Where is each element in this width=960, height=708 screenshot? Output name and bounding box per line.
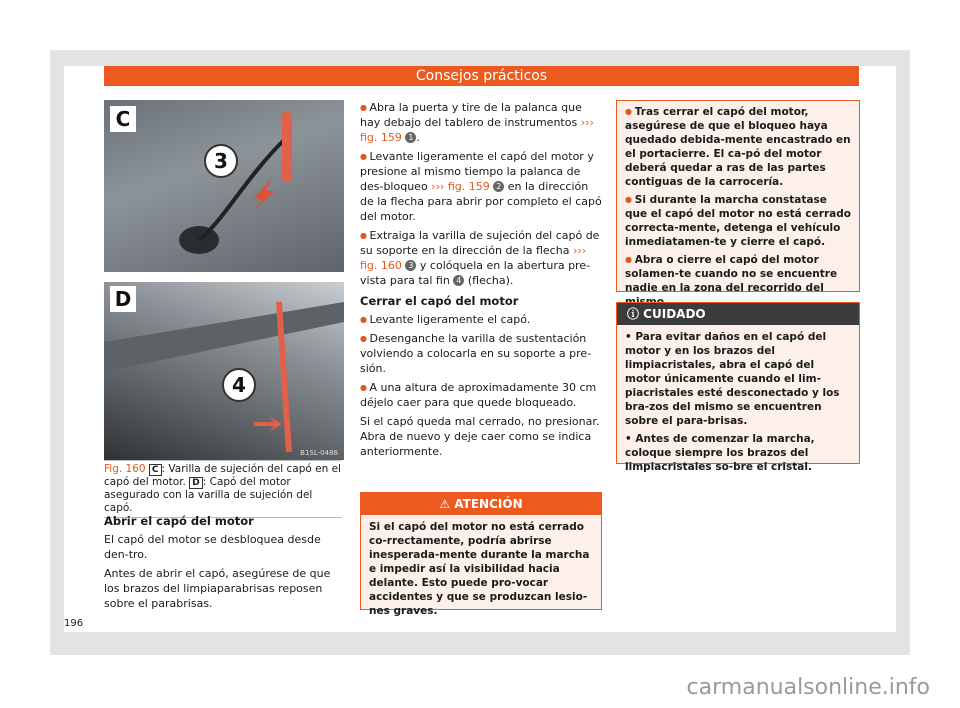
tips-box [616, 100, 860, 292]
list-item: ● Levante ligeramente el capó. [360, 312, 602, 327]
paragraph: El capó del motor se desbloquea desde den-tro. [104, 533, 321, 561]
middle-column-text [360, 100, 602, 463]
list-item: • Para evitar daños en el capó del motor y en los brazos del limpiacristales, abra el capó del motor únicamente cuando el lim-piacristales esté desconectado y los bra-zos del mismo se encuentren sobre el para-brisas. [625, 331, 840, 427]
section-header: Consejos prácticos [104, 66, 859, 86]
caption-text-1: : Varilla de sujeción del capó en el capó del motor. [104, 463, 341, 488]
rod-holder-shape [282, 112, 292, 182]
callout-number: 4 [453, 275, 464, 286]
list-item: ● Si durante la marcha constatase que el capó del motor no está cerrado correcta-mente, detenga el vehículo inmediatamen-te y cierre el capó. [625, 193, 851, 249]
callout-number: 1 [405, 132, 416, 143]
list-item: ● Levante ligeramente el capó del motor y presione al mismo tiempo la palanca de des-bloqueo ››› fig. 159 2 en la dirección de la flecha para abrir por completo el capó del motor. [360, 149, 602, 224]
list-item: ● Abra o cierre el capó del motor solamen-te cuando no se encuentre nadie en la zona del recorrido del [625, 253, 851, 309]
direction-arrow-shape [254, 178, 274, 210]
caption-fig-number: Fig. 160 [104, 463, 146, 475]
list-item: • Antes de comenzar la marcha, coloque siempre los brazos del limpiacristales so-bre el cristal. [625, 433, 815, 473]
figure-link[interactable]: ››› fig. 159 [431, 180, 490, 193]
warning-box [360, 492, 602, 617]
direction-arrow-shape-d [254, 416, 282, 432]
panel-letter-d: D [110, 286, 136, 312]
caution-box [616, 302, 860, 473]
callout-4: 4 [222, 368, 256, 402]
list-item: ● Abra la puerta y tire de la palanca que hay debajo del tablero de instrumentos ››› fig. 159 1 . [360, 100, 602, 145]
panel-separator [104, 272, 344, 282]
panel-letter-c: C [110, 106, 136, 132]
caption-text-2: : Capó del motor asegurado con la varilla de sujeción del capó. [104, 476, 313, 514]
left-column-text [104, 514, 344, 615]
figure-panel-c [104, 100, 344, 272]
figure-code: B1SL-0486 [300, 449, 338, 457]
callout-number: 2 [493, 181, 504, 192]
figure-panel-d [104, 282, 344, 460]
figure-caption [104, 460, 342, 518]
list-item: ● A una altura de aproximadamente 30 cm déjelo caer para que quede bloqueado. [360, 380, 602, 410]
heading-close-hood: Cerrar el capó del motor [360, 294, 519, 308]
watermark: carmanualsonline.info [686, 675, 930, 700]
callout-3: 3 [204, 144, 238, 178]
list-item: ● Extraiga la varilla de sujeción del capó de su soporte en la dirección de la flecha ››› fig. 160 3 y colóquela en la abertura pre-vista para tal fin 4 (flecha). [360, 228, 602, 288]
paragraph: Antes de abrir el capó, asegúrese de que los brazos del limpiaparabrisas reposen sobre el parabrisas. [104, 567, 331, 610]
figure-160 [104, 100, 344, 460]
caption-box-d: D [189, 477, 202, 489]
paragraph: Si el capó queda mal cerrado, no presionar. Abra de nuevo y deje caer como se indica anteriormente. [360, 415, 600, 458]
warning-text: Si el capó del motor no está cerrado co-rrectamente, podría abrirse inesperada-mente durante la marcha e impedir así la visibilidad hacia delante. Esto puede pro-vocar accidentes y que se produzcan lesio-nes graves. [369, 521, 590, 617]
figure-link[interactable]: ››› fig. 159 [360, 116, 594, 144]
list-item: ● Tras cerrar el capó del motor, asegúrese de que el bloqueo haya quedado debida-mente encastrado en el portacierre. El ca-pó del motor deberá quedar a ras de las partes contiguas de la carrocería. [625, 105, 851, 189]
list-item: ● Desenganche la varilla de sustentación volviendo a colocarla en su soporte a pre-sión. [360, 331, 602, 376]
callout-number: 3 [405, 260, 416, 271]
page-number: 196 [64, 618, 84, 629]
caution-title: ⓘ CUIDADO [617, 303, 859, 325]
warning-title: ⚠ ATENCIÓN [361, 493, 601, 515]
hood-edge-shape [104, 302, 344, 372]
caption-box-c: C [149, 464, 162, 476]
heading-open-hood: Abrir el capó del motor [104, 514, 254, 528]
hood-rod-illustration-c [104, 100, 344, 272]
hood-rod-illustration-d [104, 282, 344, 460]
figure-link[interactable]: ››› fig. 160 [360, 244, 587, 272]
